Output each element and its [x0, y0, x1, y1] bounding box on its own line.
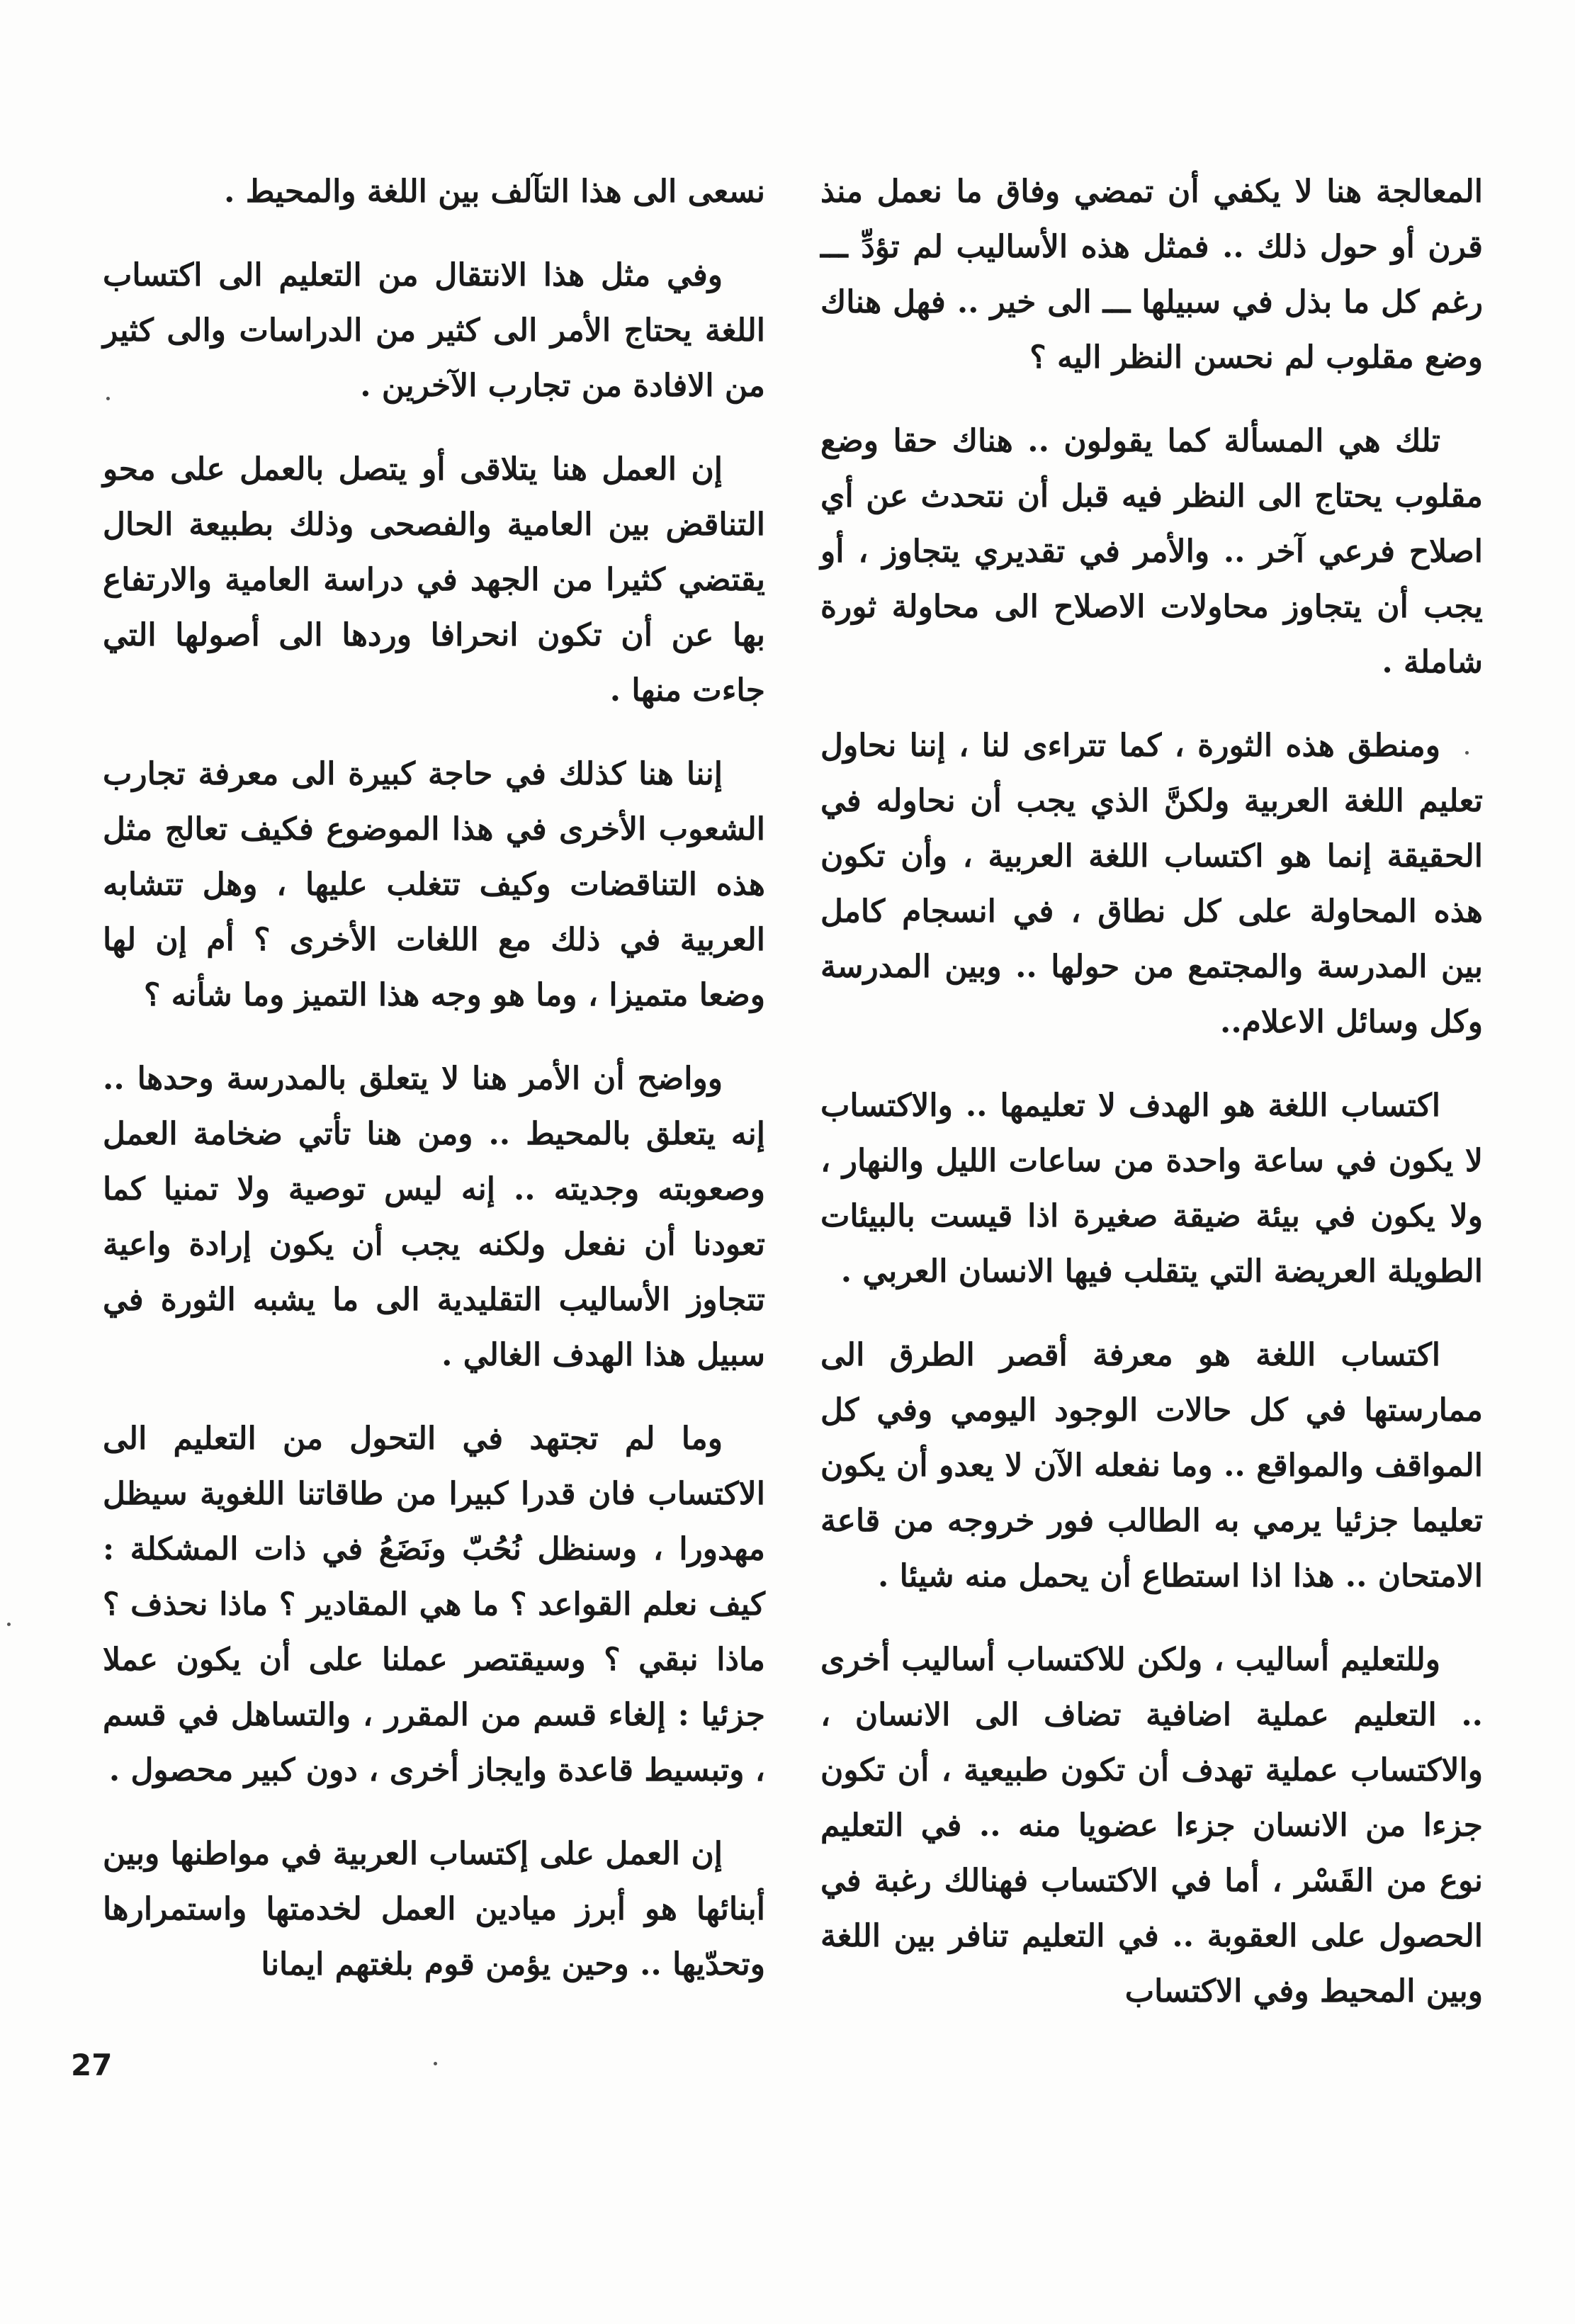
paragraph: وواضح أن الأمر هنا لا يتعلق بالمدرسة وحدها .. إنه يتعلق بالمحيط .. ومن هنا تأتي ضخامة العمل وصعوبته وجديته .. إنه ليس توصية ولا تمنيا كما تعودنا أن نفعل ولكنه يجب أن يكون إرادة واعية تتجاوز الأساليب التقليدية الى ما يشبه الثورة في سبيل هذا الهدف الغالي . [103, 1061, 765, 1373]
paragraph: وللتعليم أساليب ، ولكن للاكتساب أساليب أخرى .. التعليم عملية اضافية تضاف الى الانسان ، والاكتساب عملية تهدف أن تكون طبيعية ، أن تكون جزءا من الانسان جزءا عضويا منه .. في التعليم نوع من القَسْر ، أما في الاكتساب فهنالك رغبة في الحصول على العقوبة .. في التعليم تنافر بين اللغة وبين المحيط وفي الاكتساب [820, 1642, 1484, 2009]
scan-speck [1465, 751, 1469, 755]
paragraph: إننا هنا كذلك في حاجة كبيرة الى معرفة تجارب الشعوب الأخرى في هذا الموضوع فكيف تعالج مثل هذه التناقضات وكيف تتغلب عليها ، وهل تتشابه العربية في ذلك مع اللغات الأخرى ؟ أم إن لها وضعا متميزا ، وما هو وجه هذا التميز وما شأنه ؟ [103, 756, 765, 1013]
paragraph: تلك هي المسألة كما يقولون .. هناك حقا وضع مقلوب يحتاج الى النظر فيه قبل أن نتحدث عن أي اصلاح فرعي آخر .. والأمر في تقديري يتجاوز ، أو يجب أن يتجاوز محاولات الاصلاح الى محاولة ثورة شاملة . [820, 423, 1483, 680]
paragraph: نسعى الى هذا التآلف بين اللغة والمحيط . [224, 174, 765, 210]
right-column [820, 164, 1483, 2048]
paragraph: إن العمل على إكتساب العربية في مواطنها وبين أبنائها هو أبرز ميادين العمل لخدمتها واستمرارها وتحدّيها .. وحين يؤمن قوم بلغتهم ايمانا [103, 1836, 765, 1982]
page-number: 27 [71, 2048, 113, 2082]
paragraph: إن العمل هنا يتلاقى أو يتصل بالعمل على محو التناقض بين العامية والفصحى وذلك بطبيعة الحال يقتضي كثيرا من الجهد في دراسة العامية والارتفاع بها عن أن تكون انحرافا وردها الى أصولها التي جاءت منها . [103, 451, 765, 709]
scan-speck [7, 1623, 11, 1626]
scan-speck [434, 2062, 437, 2065]
paragraph: اكتساب اللغة هو معرفة أقصر الطرق الى ممارستها في كل حالات الوجود اليومي وفي كل المواقف والمواقع .. وما نفعله الآن لا يعدو أن يكون تعليما جزئيا يرمي به الطالب فور خروجه من قاعة الامتحان .. هذا اذا استطاع أن يحمل منه شيئا . [820, 1337, 1483, 1594]
paragraph: اكتساب اللغة هو الهدف لا تعليمها .. والاكتساب لا يكون في ساعة واحدة من ساعات الليل والنهار ، ولا يكون في بيئة ضيقة صغيرة اذا قيست بالبيئات الطويلة العريضة التي يتقلب فيها الانسان العربي . [820, 1088, 1483, 1290]
paragraph: المعالجة هنا لا يكفي أن تمضي وفاق ما نعمل منذ قرن أو حول ذلك .. فمثل هذه الأساليب لم تؤدِّ ـــ رغم كل ما بذل في سبيلها ـــ الى خير .. فهل هناك وضع مقلوب لم نحسن النظر اليه ؟ [820, 174, 1483, 376]
paragraph: ومنطق هذه الثورة ، كما تتراءى لنا ، إننا نحاول تعليم اللغة العربية ولكنَّ الذي يجب أن نحاوله في الحقيقة إنما هو اكتساب اللغة العربية ، وأن تكون هذه المحاولة على كل نطاق ، في انسجام كامل بين المدرسة والمجتمع من حولها .. وبين المدرسة وكل وسائل الاعلام.. [820, 728, 1483, 1040]
scan-speck [106, 397, 110, 400]
left-column [103, 164, 765, 2021]
paragraph: وما لم تجتهد في التحول من التعليم الى الاكتساب فان قدرا كبيرا من طاقاتنا اللغوية سيظل مهدورا ، وسنظل نُحُبّ ونَضَعُ في ذات المشكلة : كيف نعلم القواعد ؟ ما هي المقادير ؟ ماذا نحذف ؟ ماذا نبقي ؟ وسيقتصر عملنا على أن يكون عملا جزئيا : إلغاء قسم من المقرر ، والتساهل في قسم ، وتبسيط قاعدة وايجاز أخرى ، دون كبير محصول . [103, 1421, 765, 1788]
paragraph: وفي مثل هذا الانتقال من التعليم الى اكتساب اللغة يحتاج الأمر الى كثير من الدراسات والى كثير من الافادة من تجارب الآخرين . [103, 257, 765, 404]
